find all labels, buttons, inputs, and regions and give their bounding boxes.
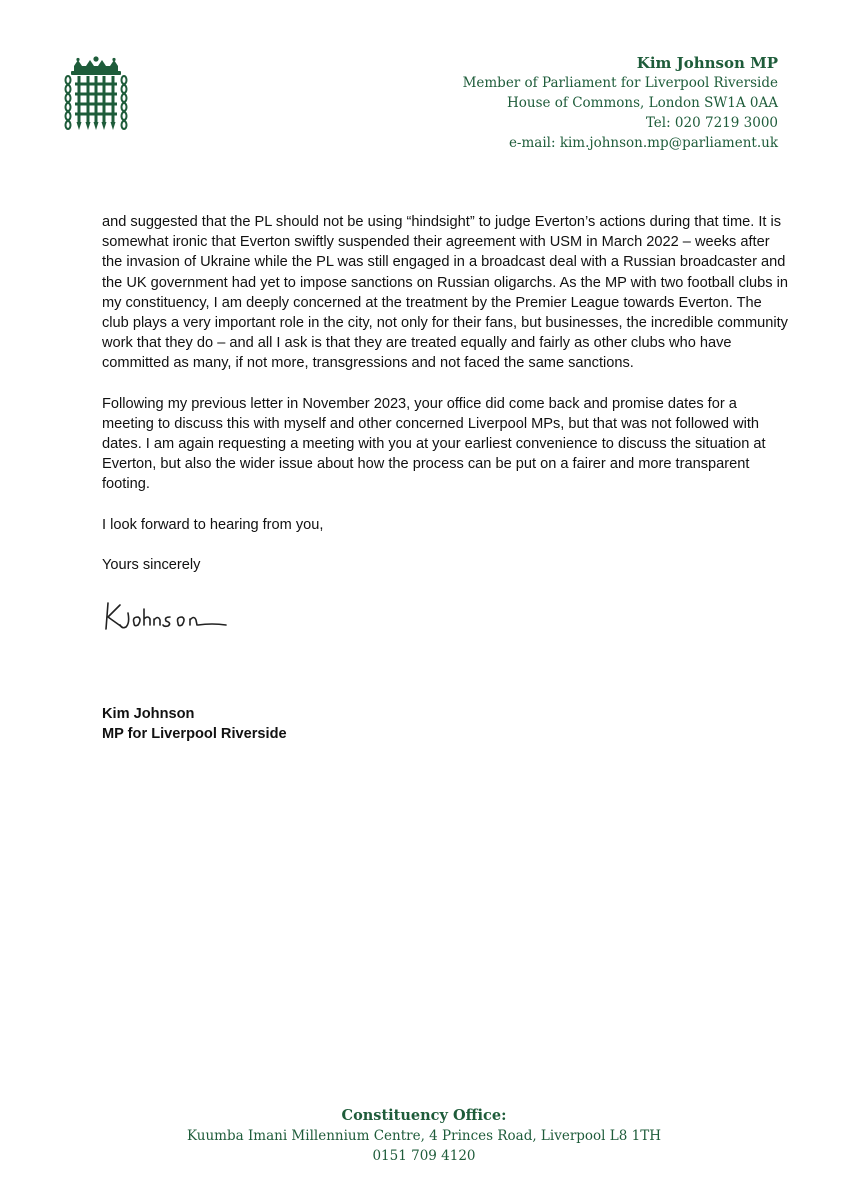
constituency-office-label: Constituency Office: [341, 1107, 507, 1124]
footer [0, 1106, 848, 1166]
handwritten-signature [102, 593, 232, 637]
constituency-phone: 0151 709 4120 [372, 1148, 476, 1164]
paragraph-3: I look forward to hearing from you, [102, 516, 324, 533]
constituency-address: Kuumba Imani Millennium Centre, 4 Princes Road, Liverpool L8 1TH [186, 1128, 661, 1144]
email: e-mail: kim.johnson.mp@parliament.uk [508, 135, 778, 151]
signoff [102, 704, 287, 744]
paragraph-2: Following my previous letter in November 2023, your office did come back and promise dates for a meeting to discuss this with myself and other concerned Liverpool MPs, but that was not followed with dates. I am again requesting a meeting with you at your earliest convenience to discuss the situation at Everton, but also the wider issue about how the process can be put on a fairer and more transparent footing. [102, 395, 766, 493]
telephone: Tel: 020 7219 3000 [645, 115, 778, 131]
letter-body [102, 212, 792, 637]
mp-name: Kim Johnson MP [636, 54, 778, 72]
paragraph-1: and suggested that the PL should not be using “hindsight” to judge Everton’s actions during that time. It is somewhat ironic that Everton swiftly suspended their agreement with USM in March 2022 – weeks after the invasion of Ukraine while the PL was still engaged in a broadcast deal with a Russian broadcaster and the UK government had yet to impose sanctions on Russian oligarchs. As the MP with two football clubs in my constituency, I am deeply concerned at the treatment by the Premier League towards Everton. The club plays a very important role in the city, not only for their fans, but businesses, the incredible community work that they do – and all I ask is that they are treated equally and fairly as other clubs who have committed as many, if not more, transgressions and not faced the same sanctions. [102, 214, 788, 372]
signoff-title: MP for Liverpool Riverside [102, 726, 287, 742]
mp-role: Member of Parliament for Liverpool Riverside [462, 75, 778, 91]
letterhead [463, 53, 778, 153]
closing: Yours sincerely [102, 556, 201, 573]
office-address: House of Commons, London SW1A 0AA [507, 95, 778, 111]
signoff-name: Kim Johnson [102, 706, 195, 722]
portcullis-logo-icon [62, 56, 130, 134]
